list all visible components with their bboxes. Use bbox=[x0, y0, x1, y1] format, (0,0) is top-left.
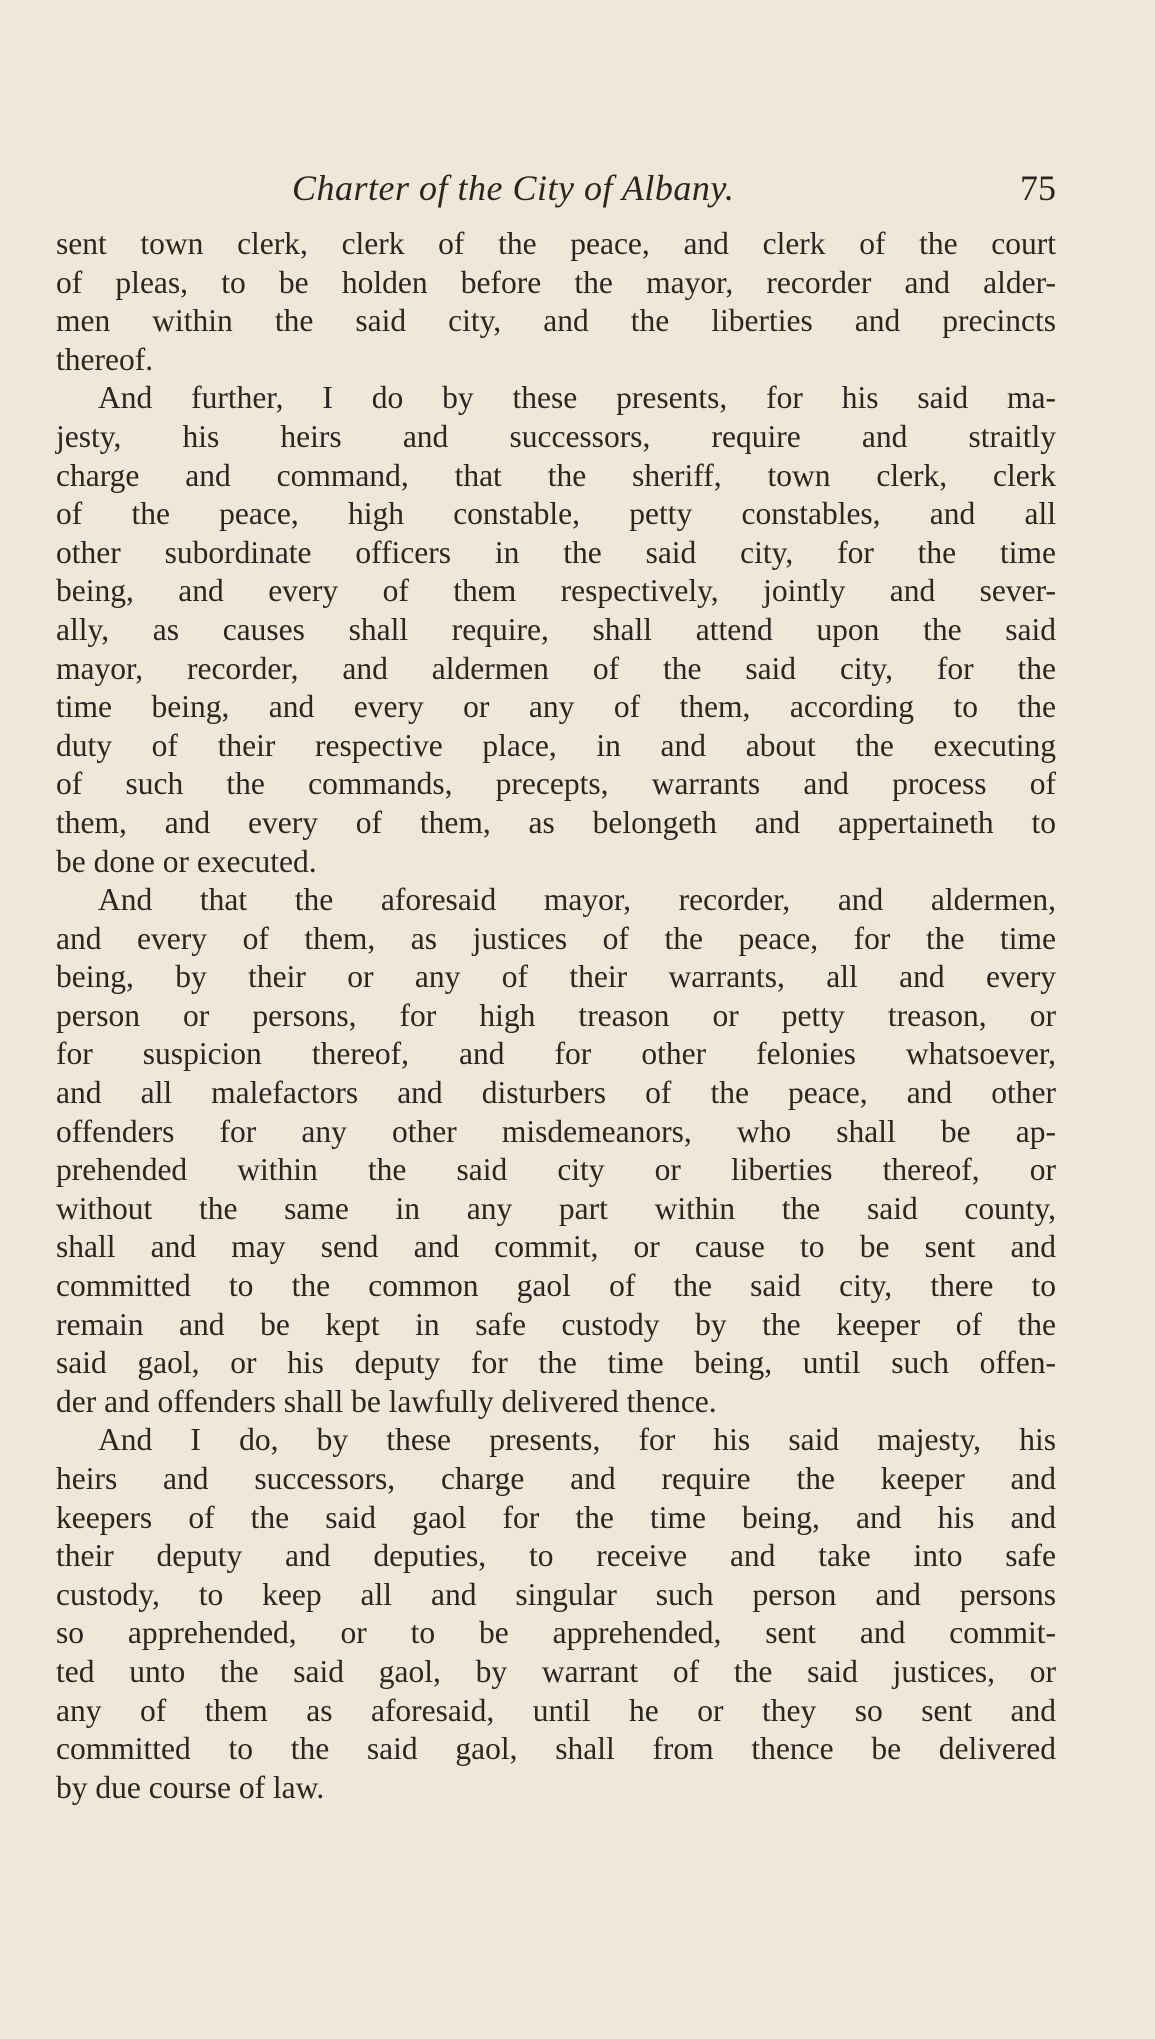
text-line: custody, to keep all and singular such person and persons bbox=[56, 1576, 1056, 1612]
text-line: ally, as causes shall require, shall attend upon the said bbox=[56, 611, 1056, 647]
text-line: of the peace, high constable, petty constables, and all bbox=[56, 496, 1056, 532]
body-text bbox=[56, 225, 1056, 1807]
text-line: time being, and every or any of them, according to the bbox=[56, 689, 1056, 725]
text-line: them, and every of them, as belongeth and appertaineth to bbox=[56, 804, 1056, 840]
text-line: heirs and successors, charge and require the keeper and bbox=[56, 1461, 1056, 1496]
text-line: any of them as aforesaid, until he or they so sent and bbox=[56, 1692, 1056, 1728]
text-line: other subordinate officers in the said city, for the time bbox=[56, 534, 1056, 570]
text-line: charge and command, that the sheriff, town clerk, clerk bbox=[56, 457, 1056, 493]
text-line: shall and may send and commit, or cause to be sent and bbox=[56, 1229, 1056, 1265]
text-line: And I do, by these presents, for his said majesty, his bbox=[98, 1422, 1056, 1458]
running-title: Charter of the City of Albany. bbox=[292, 168, 735, 208]
text-line: thereof. bbox=[56, 341, 154, 377]
page-header bbox=[56, 163, 1056, 213]
text-line: and all malefactors and disturbers of the peace, and other bbox=[56, 1075, 1056, 1111]
text-line: men within the said city, and the liberties and precincts bbox=[56, 303, 1056, 339]
text-line: of such the commands, precepts, warrants and process of bbox=[56, 766, 1056, 802]
text-line: their deputy and deputies, to receive and take into safe bbox=[56, 1538, 1056, 1574]
text-line: being, by their or any of their warrants, all and every bbox=[56, 959, 1056, 995]
text-line: being, and every of them respectively, jointly and sever- bbox=[56, 573, 1056, 609]
text-line: keepers of the said gaol for the time being, and his and bbox=[56, 1499, 1056, 1535]
text-line: person or persons, for high treason or petty treason, or bbox=[56, 997, 1056, 1033]
text-line: said gaol, or his deputy for the time being, until such offen- bbox=[56, 1345, 1056, 1381]
text-line: committed to the common gaol of the said city, there to bbox=[56, 1268, 1056, 1304]
text-line: mayor, recorder, and aldermen of the said city, for the bbox=[56, 650, 1056, 686]
text-line: prehended within the said city or liberties thereof, or bbox=[56, 1152, 1056, 1188]
text-line: ted unto the said gaol, by warrant of the said justices, or bbox=[56, 1653, 1056, 1689]
text-line: der and offenders shall be lawfully delivered thence. bbox=[56, 1383, 717, 1419]
text-line: by due course of law. bbox=[56, 1769, 325, 1805]
text-line: be done or executed. bbox=[56, 843, 317, 879]
text-line: offenders for any other misdemeanors, who shall be ap- bbox=[56, 1113, 1056, 1149]
text-line: duty of their respective place, in and about the executing bbox=[56, 727, 1056, 763]
text-line: remain and be kept in safe custody by the keeper of the bbox=[56, 1306, 1056, 1342]
text-line: and every of them, as justices of the peace, for the time bbox=[56, 920, 1056, 956]
text-line: sent town clerk, clerk of the peace, and clerk of the court bbox=[56, 226, 1056, 261]
text-line: of pleas, to be holden before the mayor, recorder and alder- bbox=[56, 264, 1056, 300]
text-line: jesty, his heirs and successors, require and straitly bbox=[56, 418, 1056, 454]
text-line: so apprehended, or to be apprehended, sent and commit- bbox=[56, 1615, 1056, 1651]
text-line: without the same in any part within the said county, bbox=[56, 1190, 1056, 1226]
text-line: And that the aforesaid mayor, recorder, and aldermen, bbox=[98, 882, 1056, 918]
text-line: And further, I do by these presents, for his said ma- bbox=[98, 380, 1056, 416]
text-line: committed to the said gaol, shall from thence be delivered bbox=[56, 1731, 1056, 1767]
text-line: for suspicion thereof, and for other felonies whatsoever, bbox=[56, 1036, 1056, 1072]
page-number: 75 bbox=[1020, 168, 1056, 208]
